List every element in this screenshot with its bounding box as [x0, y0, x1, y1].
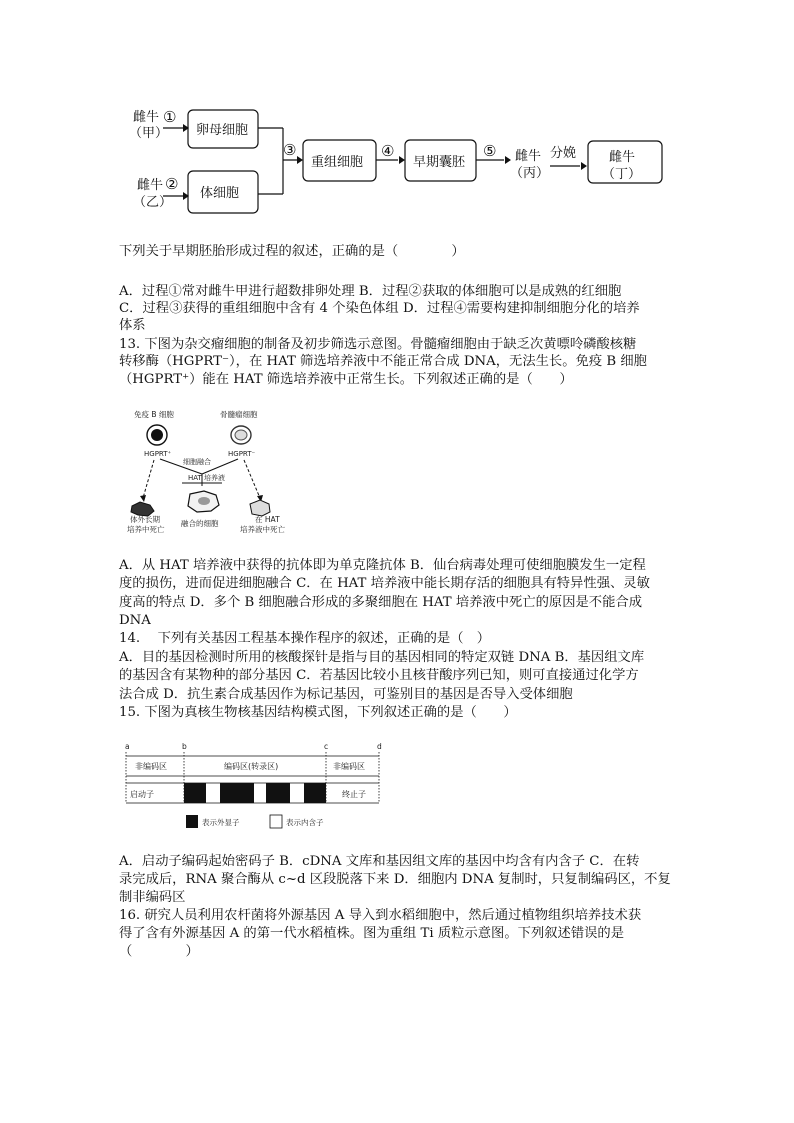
step-1-label: ① — [163, 108, 177, 126]
cow-b-label: 雌牛 — [137, 178, 164, 193]
q14-stem: 14. 下列有关基因工程基本操作程序的叙述，正确的是（ ） — [119, 631, 491, 646]
cloning-flow-diagram — [0, 0, 794, 230]
q14-options-line3: 法合成 D．抗生素合成基因作为标记基因，可鉴别目的基因是否导入受体细胞 — [119, 687, 573, 702]
q15-options-line1: A．启动子编码起始密码子 B．cDNA 文库和基因组文库的基因中均含有内含子 C．在转 — [119, 854, 640, 869]
q16-stem-line2: 得了含有外源基因 A 的第一代水稻植株。图为重组 Ti 质粒示意图。下列叙述错误的是 — [119, 926, 625, 941]
exon-blocks — [184, 783, 326, 803]
q15-options-line2: 录完成后，RNA 聚合酶从 c~d 区段脱落下来 D．细胞内 DNA 复制时，只复制编码区，不复 — [119, 872, 671, 887]
promoter-label: 启动子 — [130, 790, 154, 799]
q13-stem-line1: 13. 下图为杂交瘤细胞的制备及初步筛选示意图。骨髓瘤细胞由于缺乏次黄嘌呤磷酸核糖 — [119, 337, 637, 352]
hybridoma-diagram — [110, 402, 290, 534]
q16-stem-line3: （ ） — [119, 944, 199, 959]
right-outcome-label-sub: 培养液中死亡 — [240, 525, 285, 534]
point-a-label: a — [125, 742, 130, 751]
box-oocyte-label: 卵母细胞 — [196, 123, 249, 138]
middle-outcome-label: 融合的细胞 — [181, 519, 219, 528]
cow-d-label: 雌牛 — [609, 150, 636, 165]
q14-options-line2: 的基因含有某物种的部分基因 C．若基因比较小且核苷酸序列已知，则可直接通过化学方 — [119, 668, 639, 683]
point-b-label: b — [182, 742, 187, 751]
q13-options-line2: 度的损伤，进而促进细胞融合 C．在 HAT 培养液中能长期存活的细胞具有特异性强、灵敏 — [119, 576, 650, 591]
coding-region-label: 编码区(转录区) — [224, 762, 279, 771]
cow-d-label-sub: （丁） — [602, 167, 642, 182]
point-d-label: d — [377, 742, 382, 751]
left-outcome-label-sub: 培养中死亡 — [127, 525, 165, 534]
q15-stem: 15. 下图为真核生物核基因结构模式图，下列叙述正确的是（ ） — [119, 705, 517, 720]
gene-structure-diagram — [120, 738, 390, 833]
q12-options-line2: C．过程③获得的重组细胞中含有 4 个染色体组 D．过程④需要构建抑制细胞分化的培养 — [119, 301, 640, 316]
hgprt-minus-label: HGPRT⁻ — [228, 450, 256, 458]
birth-label: 分娩 — [550, 146, 577, 161]
dead-b-cell-icon — [131, 502, 154, 516]
q12-options-line1: A．过程①常对雌牛甲进行超数排卵处理 B．过程②获取的体细胞可以是成熟的红细胞 — [119, 284, 622, 299]
box-blastocyst-label: 早期囊胚 — [413, 155, 466, 170]
noncoding-left-label: 非编码区 — [135, 762, 167, 771]
intron-legend-swatch — [270, 815, 282, 828]
terminator-label: 终止子 — [342, 790, 366, 799]
cow-a-label-sub: （甲） — [129, 126, 169, 141]
hgprt-plus-label: HGPRT⁺ — [144, 450, 172, 458]
noncoding-right-label: 非编码区 — [333, 762, 365, 771]
right-outcome-label: 在 HAT — [255, 515, 280, 524]
exon-legend-label: 表示外显子 — [202, 818, 240, 827]
left-outcome-label: 体外长期 — [130, 515, 160, 524]
q13-options-line1: A．从 HAT 培养液中获得的抗体即为单克隆抗体 B．仙台病毒处理可使细胞膜发生一定程 — [119, 558, 646, 573]
myeloma-label: 骨髓瘤细胞 — [220, 410, 258, 419]
step-5-label: ⑤ — [483, 142, 497, 160]
q12-options-line3: 体系 — [119, 318, 146, 333]
cow-c-label: 雌牛 — [515, 149, 542, 164]
box-somatic-label: 体细胞 — [200, 186, 240, 201]
cow-a-label: 雌牛 — [133, 110, 160, 125]
fusion-label: 细胞融合 — [183, 458, 211, 466]
q13-stem-line3: （HGPRT⁺）能在 HAT 筛选培养液中正常生长。下列叙述正确的是（ ） — [119, 372, 573, 387]
b-cell-label: 免疫 B 细胞 — [134, 410, 174, 419]
q13-options-line3: 度高的特点 D．多个 B 细胞融合形成的多聚细胞在 HAT 培养液中死亡的原因是不能合成 — [119, 595, 642, 610]
q14-options-line1: A．目的基因检测时所用的核酸探针是指与目的基因相同的特定双链 DNA B．基因组文库 — [119, 650, 645, 665]
dead-myeloma-icon — [250, 500, 270, 516]
q15-options-line3: 制非编码区 — [119, 890, 186, 905]
q16-stem-line1: 16. 研究人员利用农杆菌将外源基因 A 导入到水稻细胞中，然后通过植物组织培养技术获 — [119, 908, 642, 923]
q13-options-line4: DNA — [119, 613, 151, 628]
cow-b-label-sub: （乙） — [133, 195, 173, 210]
step-3-label: ③ — [283, 141, 297, 159]
box-recombinant-label: 重组细胞 — [311, 155, 364, 170]
q12-stem: 下列关于早期胚胎形成过程的叙述，正确的是（ ） — [119, 244, 465, 259]
hat-medium-label: HAT 培养液 — [188, 474, 226, 482]
exon-legend-swatch — [186, 815, 198, 828]
point-c-label: c — [324, 742, 329, 751]
intron-legend-label: 表示内含子 — [286, 818, 324, 827]
step-2-label: ② — [165, 175, 179, 193]
cow-c-label-sub: （丙） — [510, 166, 550, 181]
step-4-label: ④ — [381, 142, 395, 160]
q13-stem-line2: 转移酶（HGPRT⁻），在 HAT 筛选培养液中不能正常合成 DNA，无法生长。免疫 B 细胞 — [119, 354, 647, 369]
